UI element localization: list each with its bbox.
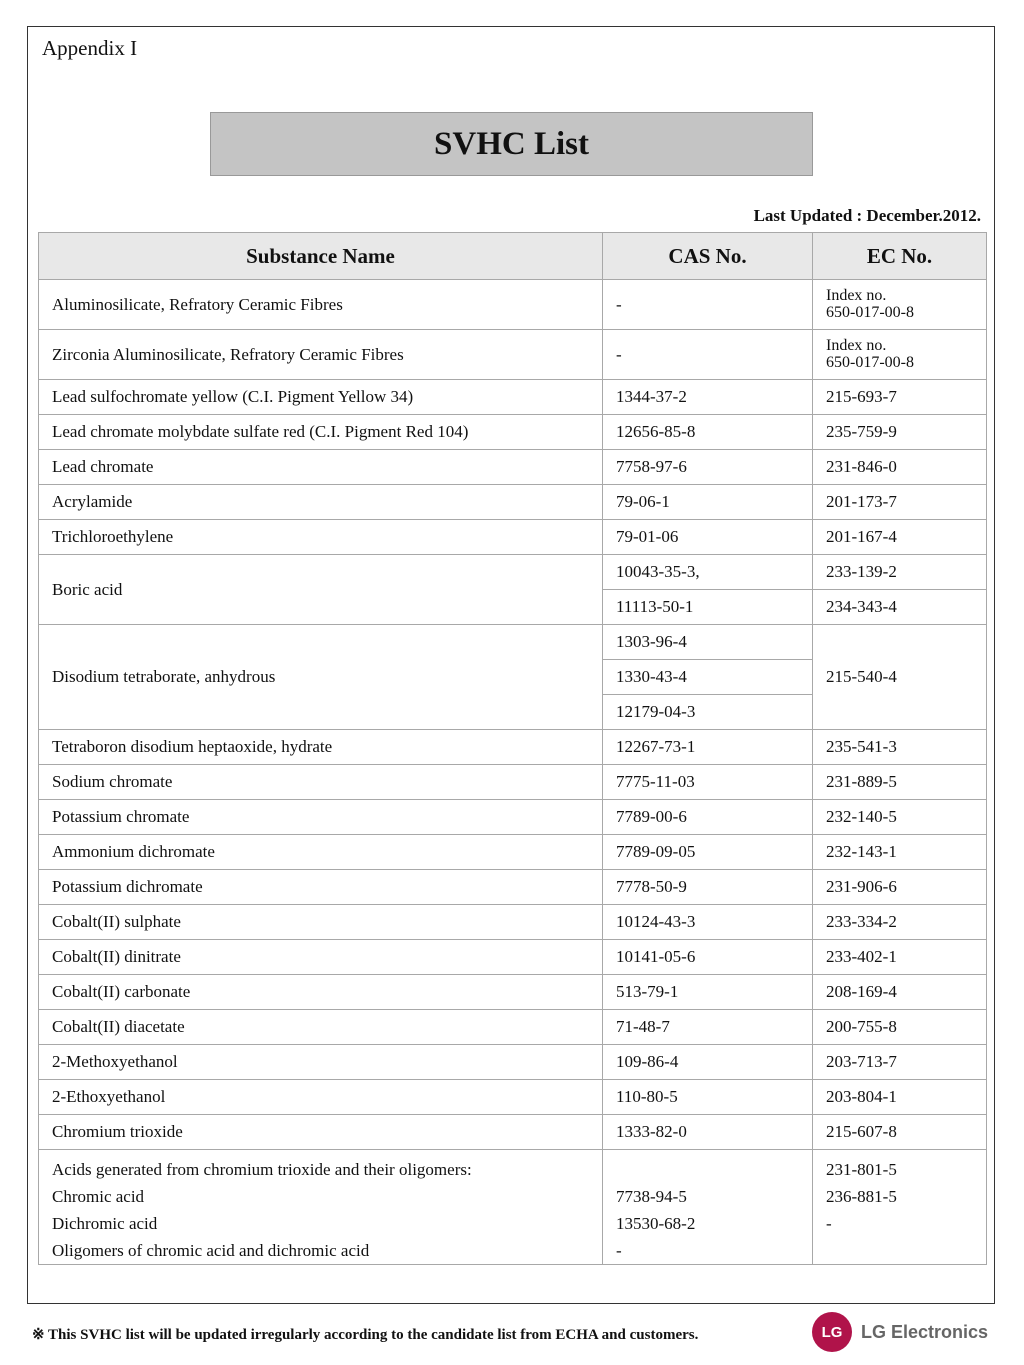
substance-name: Lead chromate molybdate sulfate red (C.I. Pigment Red 104)	[39, 415, 603, 450]
table-row	[39, 1010, 987, 1045]
substance-name: Zirconia Aluminosilicate, Refratory Ceramic Fibres	[39, 330, 603, 380]
cas-number: 7758-97-6	[603, 450, 813, 485]
ec-number: 233-402-1	[813, 940, 987, 975]
cas-number: 110-80-5	[603, 1080, 813, 1115]
header-ec-no: EC No.	[813, 233, 987, 280]
ec-number: 235-541-3	[813, 730, 987, 765]
substance-name: Cobalt(II) sulphate	[39, 905, 603, 940]
ec-number	[813, 330, 987, 380]
substance-name: Sodium chromate	[39, 765, 603, 800]
table-row	[39, 800, 987, 835]
substance-name: Boric acid	[39, 555, 603, 625]
substance-name: Aluminosilicate, Refratory Ceramic Fibres	[39, 280, 603, 330]
table-row	[39, 415, 987, 450]
table-row	[39, 975, 987, 1010]
table-row	[39, 1150, 987, 1265]
cas-number: 7789-00-6	[603, 800, 813, 835]
ec-number: 215-607-8	[813, 1115, 987, 1150]
cas-line: -	[616, 1241, 622, 1260]
substance-name: Trichloroethylene	[39, 520, 603, 555]
cas-number: 10141-05-6	[603, 940, 813, 975]
header-row	[39, 233, 987, 280]
cas-number: 1330-43-4	[603, 660, 813, 695]
ec-line	[826, 1237, 973, 1264]
cas-number: 10124-43-3	[603, 905, 813, 940]
ec-number: 200-755-8	[813, 1010, 987, 1045]
substance-name: Lead chromate	[39, 450, 603, 485]
ec-number: 201-173-7	[813, 485, 987, 520]
table-row	[39, 940, 987, 975]
footer-note: ※ This SVHC list will be updated irregularly according to the candidate list from ECHA and customers.	[32, 1327, 699, 1343]
table-row	[39, 835, 987, 870]
cas-number: 12267-73-1	[603, 730, 813, 765]
substance-name: Potassium dichromate	[39, 870, 603, 905]
table-row	[39, 1115, 987, 1150]
cas-number: 11113-50-1	[603, 590, 813, 625]
table-row	[39, 765, 987, 800]
cas-line	[616, 1156, 799, 1183]
ec-line: -	[826, 1214, 832, 1233]
substance-name: Ammonium dichromate	[39, 835, 603, 870]
cas-number: 109-86-4	[603, 1045, 813, 1080]
lg-logo-text: LG Electronics	[861, 1321, 989, 1342]
substance-name: 2-Ethoxyethanol	[39, 1080, 603, 1115]
table-row	[39, 905, 987, 940]
header-substance-name: Substance Name	[39, 233, 603, 280]
cas-line: 7738-94-5	[616, 1187, 687, 1206]
ec-number: 235-759-9	[813, 415, 987, 450]
substance-name: Chromium trioxide	[39, 1115, 603, 1150]
substance-name: 2-Methoxyethanol	[39, 1045, 603, 1080]
cas-number: -	[603, 330, 813, 380]
substance-name: Tetraboron disodium heptaoxide, hydrate	[39, 730, 603, 765]
page-title: SVHC List	[210, 112, 813, 176]
substance-line: Acids generated from chromium trioxide and their oligomers:	[52, 1160, 472, 1179]
substance-name	[39, 1150, 603, 1265]
cas-number: 7789-09-05	[603, 835, 813, 870]
cas-number: 71-48-7	[603, 1010, 813, 1045]
ec-number: 232-143-1	[813, 835, 987, 870]
ec-number: 233-334-2	[813, 905, 987, 940]
table-row	[39, 380, 987, 415]
lg-logo	[812, 1312, 988, 1352]
substance-name: Potassium chromate	[39, 800, 603, 835]
substance-name: Cobalt(II) dinitrate	[39, 940, 603, 975]
ec-line: 231-801-5	[826, 1160, 897, 1179]
cas-number: -	[603, 280, 813, 330]
cas-number	[603, 1150, 813, 1265]
substance-name: Cobalt(II) carbonate	[39, 975, 603, 1010]
ec-number: 234-343-4	[813, 590, 987, 625]
cas-number: 1333-82-0	[603, 1115, 813, 1150]
ec-line: 650-017-00-8	[826, 303, 914, 321]
table-row	[39, 730, 987, 765]
cas-number: 79-01-06	[603, 520, 813, 555]
table-row	[39, 625, 987, 660]
ec-number	[813, 280, 987, 330]
table-row	[39, 1080, 987, 1115]
substance-line: Chromic acid	[52, 1187, 145, 1206]
cas-line: 13530-68-2	[616, 1214, 696, 1233]
header-cas-no: CAS No.	[603, 233, 813, 280]
cas-number: 12656-85-8	[603, 415, 813, 450]
ec-number: 232-140-5	[813, 800, 987, 835]
last-updated: Last Updated : December.2012.	[753, 206, 981, 225]
substance-name: Disodium tetraborate, anhydrous	[39, 625, 603, 730]
cas-number: 7778-50-9	[603, 870, 813, 905]
ec-line: Index no.	[826, 286, 887, 304]
lg-logo-icon: LG	[812, 1312, 852, 1352]
substance-name: Acrylamide	[39, 485, 603, 520]
ec-number: 231-846-0	[813, 450, 987, 485]
substance-name: Lead sulfochromate yellow (C.I. Pigment Yellow 34)	[39, 380, 603, 415]
ec-number: 231-906-6	[813, 870, 987, 905]
cas-number: 1344-37-2	[603, 380, 813, 415]
table-row	[39, 1045, 987, 1080]
cas-number: 12179-04-3	[603, 695, 813, 730]
cas-number: 79-06-1	[603, 485, 813, 520]
ec-number: 215-693-7	[813, 380, 987, 415]
cas-number: 7775-11-03	[603, 765, 813, 800]
table-row	[39, 555, 987, 590]
table-row	[39, 520, 987, 555]
substance-line: Dichromic acid	[52, 1214, 158, 1233]
table-row	[39, 330, 987, 380]
cas-number: 513-79-1	[603, 975, 813, 1010]
ec-line: 650-017-00-8	[826, 353, 914, 371]
ec-number: 233-139-2	[813, 555, 987, 590]
table-row	[39, 485, 987, 520]
ec-line: 236-881-5	[826, 1187, 897, 1206]
ec-number	[813, 1150, 987, 1265]
table-row	[39, 280, 987, 330]
appendix-label: Appendix I	[42, 36, 138, 60]
ec-line: Index no.	[826, 336, 887, 354]
ec-number: 208-169-4	[813, 975, 987, 1010]
cas-number: 1303-96-4	[603, 625, 813, 660]
ec-number: 231-889-5	[813, 765, 987, 800]
ec-number: 203-713-7	[813, 1045, 987, 1080]
substance-line: Oligomers of chromic acid and dichromic acid	[52, 1241, 370, 1260]
ec-number: 201-167-4	[813, 520, 987, 555]
ec-number: 215-540-4	[813, 625, 987, 730]
table-row	[39, 870, 987, 905]
ec-number: 203-804-1	[813, 1080, 987, 1115]
cas-number: 10043-35-3,	[603, 555, 813, 590]
svhc-table	[38, 232, 987, 1265]
table-row	[39, 450, 987, 485]
substance-name: Cobalt(II) diacetate	[39, 1010, 603, 1045]
